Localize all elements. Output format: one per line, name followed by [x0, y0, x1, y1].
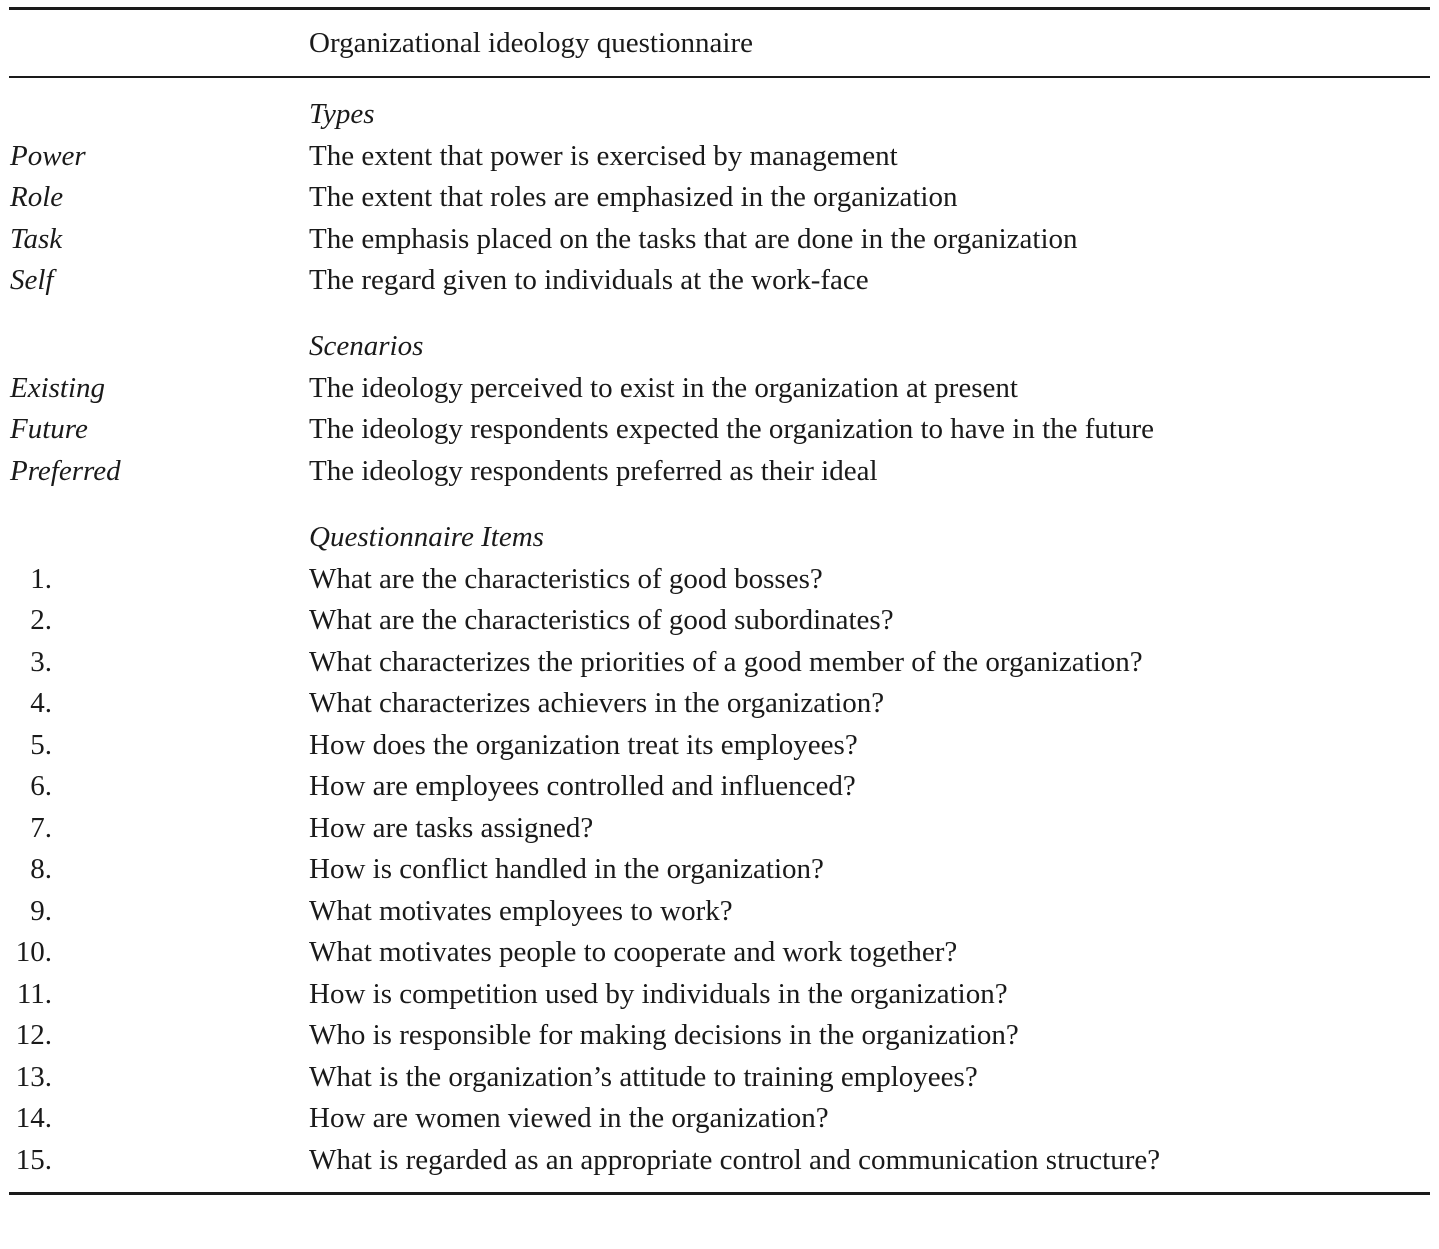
table-row: [0, 260, 1439, 302]
section-questionnaire-items: [0, 517, 1439, 1181]
section-heading: Questionnaire Items: [309, 521, 544, 553]
table-row: [0, 1015, 1439, 1057]
table-row: [0, 368, 1439, 410]
term-label: Task: [10, 222, 63, 255]
table-row: [0, 600, 1439, 642]
description: The ideology respondents expected the organization to have in the future: [309, 413, 1155, 445]
table-row: [0, 559, 1439, 601]
item-number: 15.: [15, 1143, 52, 1176]
table-row: [0, 451, 1439, 493]
table-row: [0, 891, 1439, 933]
table-row: [0, 849, 1439, 891]
table-row: [0, 642, 1439, 684]
table-row: [0, 725, 1439, 767]
item-number: 2.: [30, 604, 52, 636]
description: What characterizes achievers in the organization?: [309, 687, 885, 719]
term-label: Future: [10, 413, 88, 445]
section-heading: Scenarios: [309, 330, 424, 362]
item-number: 7.: [30, 811, 52, 844]
item-number: 9.: [30, 894, 52, 927]
description: The ideology respondents preferred as their ideal: [309, 454, 878, 487]
term-label: Power: [10, 139, 86, 172]
description: The regard given to individuals at the work-face: [309, 264, 869, 296]
description: The emphasis placed on the tasks that are done in the organization: [309, 222, 1078, 255]
item-number: 10.: [15, 936, 52, 968]
description: How are tasks assigned?: [309, 811, 594, 844]
item-number: 14.: [15, 1102, 52, 1134]
section-heading: Types: [309, 98, 375, 130]
table-row: [0, 409, 1439, 451]
item-number: 4.: [30, 687, 52, 719]
table-row: [0, 974, 1439, 1016]
table-row: [0, 177, 1439, 219]
item-number: 12.: [15, 1019, 52, 1051]
table-row: [0, 1140, 1439, 1182]
table-row: [0, 1057, 1439, 1099]
item-number: 13.: [15, 1060, 52, 1093]
table-row: [0, 136, 1439, 178]
item-number: 11.: [16, 977, 52, 1010]
section-heading-row: [0, 517, 1439, 559]
item-number: 5.: [30, 728, 52, 761]
description: What is regarded as an appropriate control and communication structure?: [309, 1143, 1161, 1176]
table-row: [0, 808, 1439, 850]
table-row: [0, 219, 1439, 261]
description: The extent that roles are emphasized in the organization: [309, 181, 958, 213]
term-label: Self: [10, 264, 54, 296]
description: What are the characteristics of good subordinates?: [309, 604, 894, 636]
bottom-rule: [9, 1192, 1430, 1195]
item-number: 6.: [30, 770, 52, 802]
description: What are the characteristics of good bosses?: [309, 562, 823, 595]
section-heading-row: [0, 94, 1439, 136]
table-row: [0, 932, 1439, 974]
description: What characterizes the priorities of a good member of the organization?: [309, 645, 1143, 678]
description: How does the organization treat its employees?: [309, 728, 858, 761]
description: How is conflict handled in the organization?: [309, 853, 824, 885]
description: What motivates people to cooperate and work together?: [309, 936, 958, 968]
table-row: [0, 1098, 1439, 1140]
item-number: 1.: [30, 562, 52, 595]
table-row: [0, 683, 1439, 725]
description: How are women viewed in the organization?: [309, 1102, 829, 1134]
item-number: 3.: [30, 645, 52, 678]
header-rule: [9, 76, 1430, 78]
description: How is competition used by individuals in the organization?: [309, 977, 1008, 1010]
description: What motivates employees to work?: [309, 894, 733, 927]
description: The extent that power is exercised by management: [309, 139, 898, 172]
section-scenarios: [0, 326, 1439, 492]
description: Who is responsible for making decisions in the organization?: [309, 1019, 1019, 1051]
term-label: Existing: [10, 371, 106, 404]
item-number: 8.: [30, 853, 52, 885]
section-types: [0, 94, 1439, 302]
description: What is the organization’s attitude to training employees?: [309, 1060, 978, 1093]
section-heading-row: [0, 326, 1439, 368]
description: The ideology perceived to exist in the organization at present: [309, 371, 1018, 404]
term-label: Role: [10, 181, 64, 213]
description: How are employees controlled and influenced?: [309, 770, 856, 802]
table-header: Organizational ideology questionnaire: [309, 27, 754, 59]
term-label: Preferred: [10, 454, 121, 487]
table-row: [0, 766, 1439, 808]
